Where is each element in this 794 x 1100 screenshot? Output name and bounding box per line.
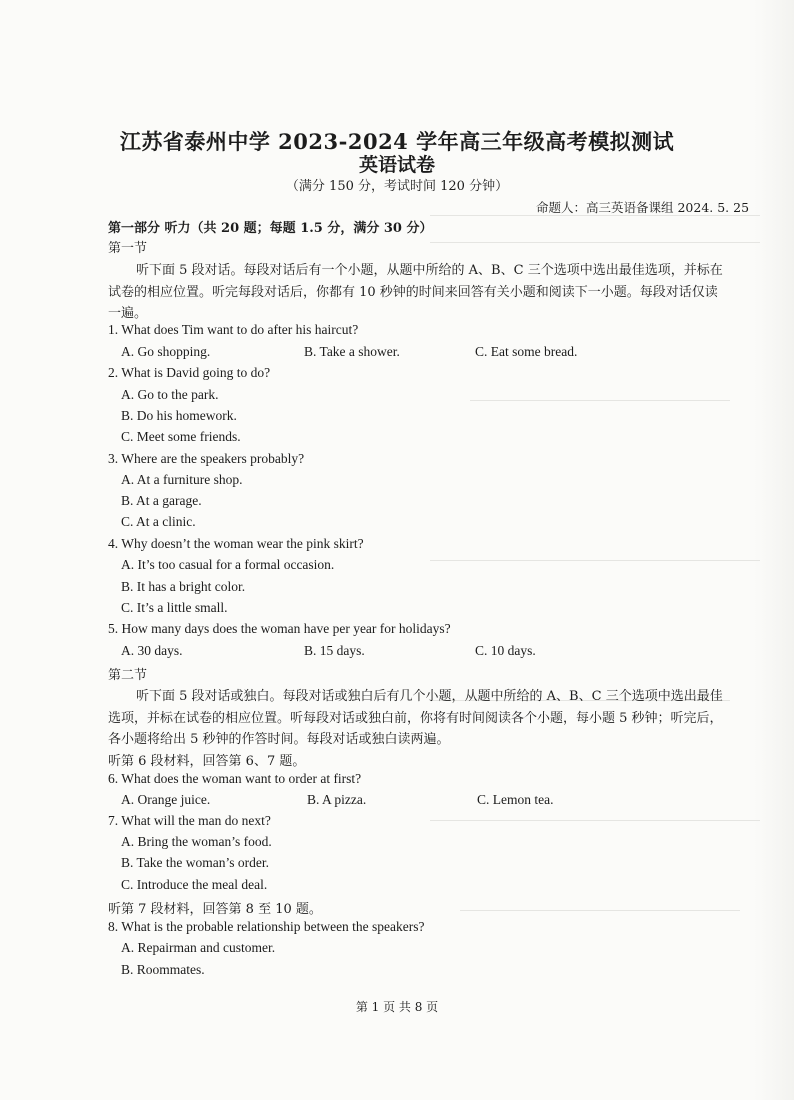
option-c: C. Meet some friends. [121,429,241,444]
exam-title: 江苏省泰州中学 2023-2024 学年高三年级高考模拟测试 [119,129,675,154]
exam-subtitle: 英语试卷 [358,154,435,176]
question-stem: 7. What will the man do next? [108,813,271,828]
question-stem: 1. What does Tim want to do after his haircut? [108,322,359,337]
option-c: C. It’s a little small. [121,600,228,615]
section2-instructions: 选项，并标在试卷的相应位置。听每段对话或独白前，你将有时间阅读各个小题，每小题 5 秒钟；听完后， [108,711,723,726]
bleed-through-line [460,910,740,911]
option-b: B. Take a shower. [304,344,400,359]
bleed-through-line [430,560,760,561]
option-b: B. A pizza. [307,792,367,807]
page-number: 第 1 页 共 8 页 [355,1000,439,1014]
option-b: B. It has a bright color. [121,579,246,594]
question-stem: 5. How many days does the woman have per year for holidays? [108,621,451,636]
option-a: A. Bring the woman’s food. [121,834,272,849]
question-stem: 6. What does the woman want to order at first? [108,771,362,786]
option-b: B. Do his homework. [121,408,237,423]
section1-instructions: 一遍。 [108,306,148,321]
option-c: C. Introduce the meal deal. [121,877,268,892]
bleed-through-line [430,242,760,243]
option-a: A. Repairman and customer. [121,940,276,955]
bleed-through-line [470,400,730,401]
option-a: A. 30 days. [121,643,183,658]
section2-instructions: 各小题将给出 5 秒钟的作答时间。每段对话或独白读两遍。 [108,732,450,747]
material-note: 听第 6 段材料，回答第 6、7 题。 [108,754,306,769]
question-stem: 8. What is the probable relationship between the speakers? [108,919,425,934]
option-b: B. 15 days. [304,643,365,658]
question-stem: 2. What is David going to do? [108,365,271,380]
option-a: A. Orange juice. [121,792,211,807]
option-a: A. Go to the park. [121,387,219,402]
material-note: 听第 7 段材料，回答第 8 至 10 题。 [108,902,322,917]
author-line: 命题人：高三英语备课组 2024. 5. 25 [536,200,750,215]
section2-instructions: 听下面 5 段对话或独白。每段对话或独白后有几个小题，从题中所给的 A、B、C 三个选项中选出最佳 [136,689,723,704]
option-a: A. At a furniture shop. [121,472,243,487]
option-b: B. Roommates. [121,962,205,977]
option-c: C. 10 days. [475,643,536,658]
section2-title: 第二节 [108,668,148,683]
section1-title: 第一节 [108,241,148,256]
section1-instructions: 听下面 5 段对话。每段对话后有一个小题，从题中所给的 A、B、C 三个选项中选出最佳选项，并标在 [136,263,723,278]
option-a: A. Go shopping. [121,344,211,359]
option-c: C. Lemon tea. [477,792,554,807]
question-stem: 4. Why doesn’t the woman wear the pink skirt? [108,536,364,551]
option-a: A. It’s too casual for a formal occasion. [121,557,335,572]
option-b: B. Take the woman’s order. [121,855,270,870]
option-c: C. Eat some bread. [475,344,578,359]
bleed-through-line [430,820,760,821]
part1-heading: 第一部分 听力（共 20 题；每题 1.5 分，满分 30 分） [108,221,433,236]
option-c: C. At a clinic. [121,514,196,529]
question-stem: 3. Where are the speakers probably? [108,451,305,466]
option-b: B. At a garage. [121,493,202,508]
exam-info: （满分 150 分，考试时间 120 分钟） [285,179,509,194]
section1-instructions: 试卷的相应位置。听完每段对话后，你都有 10 秒钟的时间来回答有关小题和阅读下一小题。每段对话仅读 [108,285,718,300]
